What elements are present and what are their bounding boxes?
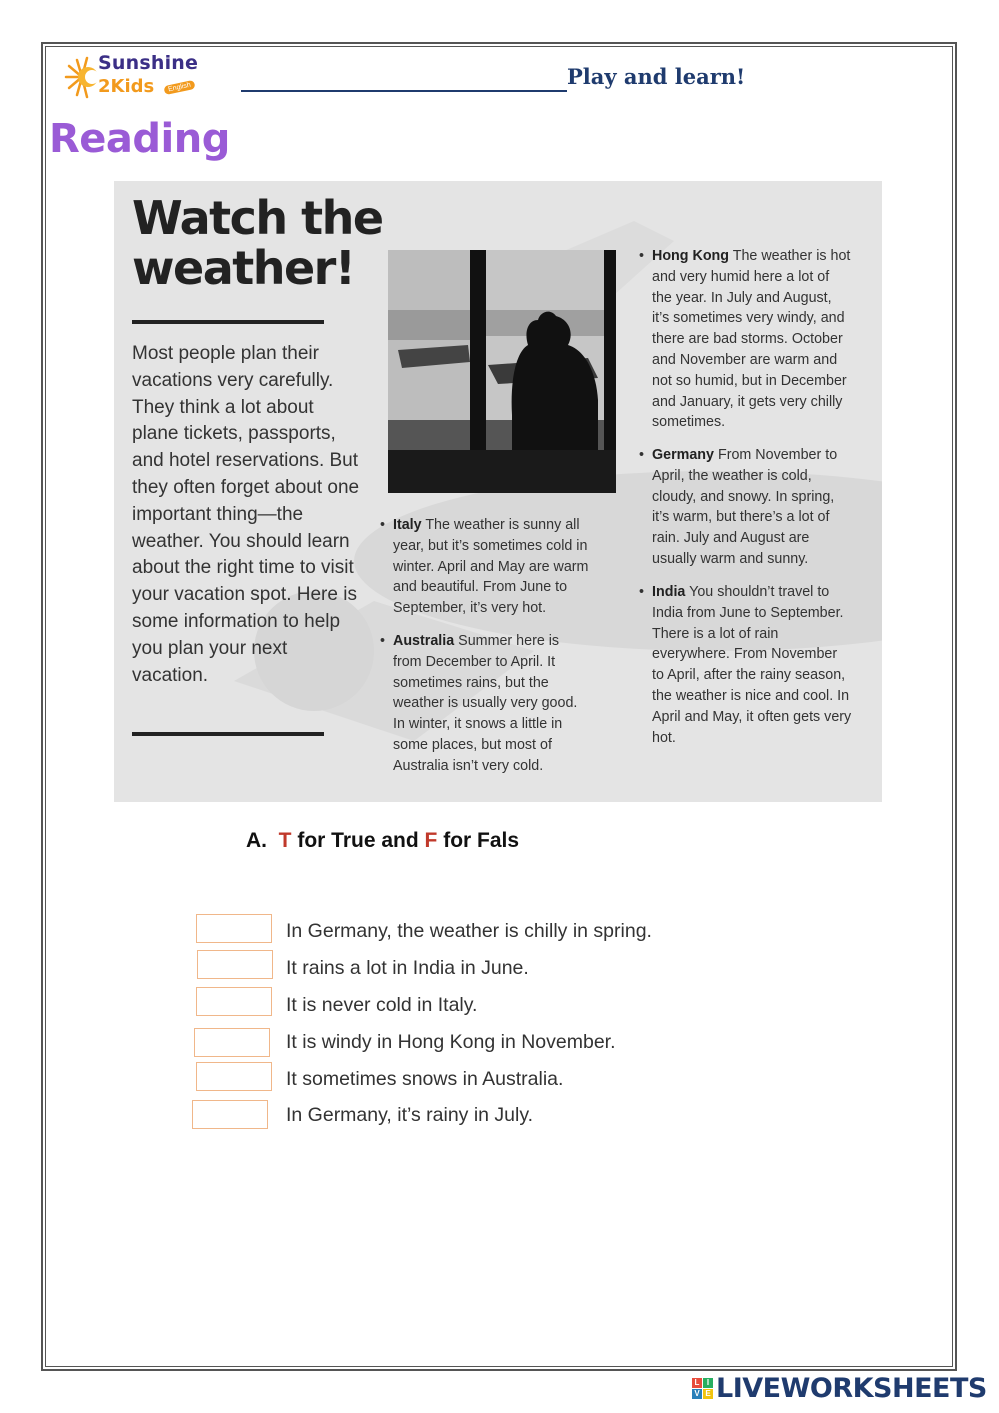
statement-2: It rains a lot in India in June. <box>286 957 529 979</box>
airport-window-photo <box>388 250 616 493</box>
list-item <box>639 582 852 748</box>
bullet-icon: • <box>380 633 386 649</box>
item-text: From November to April, the weather is cold, cloudy, and snowy. In spring, it’s warm, but there’s a lot of rain. July and August are usually warm and sunny. <box>652 447 838 567</box>
intro-divider <box>132 732 324 736</box>
instruction-middle: for True and <box>297 829 419 852</box>
answer-box-5[interactable] <box>196 1062 272 1091</box>
header-title: Play and learn! <box>567 64 746 89</box>
answer-box-3[interactable] <box>196 987 272 1016</box>
item-text: Summer here is from December to April. It sometimes rains, but the weather is usually very good. In winter, it snows a little in some places, but most of Australia isn’t very cold. <box>393 633 578 774</box>
article-panel <box>114 181 882 802</box>
answer-box-4[interactable] <box>194 1028 270 1057</box>
statement-6: In Germany, it’s rainy in July. <box>286 1104 534 1126</box>
bullet-icon: • <box>639 248 645 264</box>
statement-4: It is windy in Hong Kong in November. <box>286 1031 616 1053</box>
traveler-silhouette-icon <box>388 250 616 493</box>
item-city: Hong Kong <box>652 248 730 264</box>
article-title-line2: weather! <box>132 241 355 295</box>
logo-letter: V <box>692 1389 702 1399</box>
logo-letter: E <box>703 1389 713 1399</box>
title-divider <box>132 320 324 324</box>
false-letter: F <box>424 829 438 852</box>
article-title-line1: Watch the <box>132 191 383 245</box>
logo-letter: L <box>692 1378 702 1388</box>
answer-box-1[interactable] <box>196 914 272 943</box>
liveworksheets-label[interactable]: LIVEWORKSHEETS <box>716 1373 987 1404</box>
name-blank-line <box>241 90 567 92</box>
brand-name-line1: Sunshine <box>98 52 199 74</box>
sun-icon <box>62 52 98 102</box>
item-city: Australia <box>393 633 455 649</box>
item-text: You shouldn’t travel to India from June to September. There is a lot of rain everywhere. From November to April, after the rainy season, the weather is nice and cool. In April and May, it often gets very hot. <box>652 584 852 746</box>
item-text: The weather is sunny all year, but it’s sometimes cold in winter. April and May are warm and beautiful. From June to September, it’s very hot. <box>393 517 589 617</box>
list-item <box>639 246 852 433</box>
logo-letter: I <box>703 1378 713 1388</box>
brand-logo <box>62 50 202 108</box>
true-letter: T <box>278 829 292 852</box>
brand-name-line2: 2Kids <box>98 76 155 97</box>
statement-5: It sometimes snows in Australia. <box>286 1068 564 1090</box>
section-title: Reading <box>49 116 230 162</box>
statement-1: In Germany, the weather is chilly in spring. <box>286 920 652 942</box>
bullet-icon: • <box>380 517 386 533</box>
instruction-suffix: for Fals <box>443 829 520 852</box>
answer-box-2[interactable] <box>197 950 273 979</box>
article-intro: Most people plan their vacations very carefully. They think a lot about plane tickets, passports, and hotel reservations. But they often forget about one important thing—the weather. You should learn about the right time to visit your vacation spot. Here is some information to help you plan your next vacation. <box>132 343 360 686</box>
exercise-instruction <box>246 829 519 853</box>
bullet-icon: • <box>639 447 645 463</box>
list-item <box>639 445 844 570</box>
bullet-icon: • <box>639 584 645 600</box>
brand-badge: English <box>163 80 195 95</box>
exercise-prefix: A. <box>246 829 267 852</box>
list-item <box>380 515 591 619</box>
list-item <box>380 631 585 777</box>
article-title <box>132 193 392 293</box>
item-city: India <box>652 584 686 600</box>
item-text: The weather is hot and very humid here a lot of the year. In July and August, it’s sometimes very windy, and there are bad storms. October and November are warm and not so humid, but in December and January, it gets very chilly sometimes. <box>652 248 851 431</box>
liveworksheets-logo-icon <box>692 1378 714 1400</box>
statement-3: It is never cold in Italy. <box>286 994 478 1016</box>
answer-box-6[interactable] <box>192 1100 268 1129</box>
item-city: Germany <box>652 447 714 463</box>
item-city: Italy <box>393 517 422 533</box>
